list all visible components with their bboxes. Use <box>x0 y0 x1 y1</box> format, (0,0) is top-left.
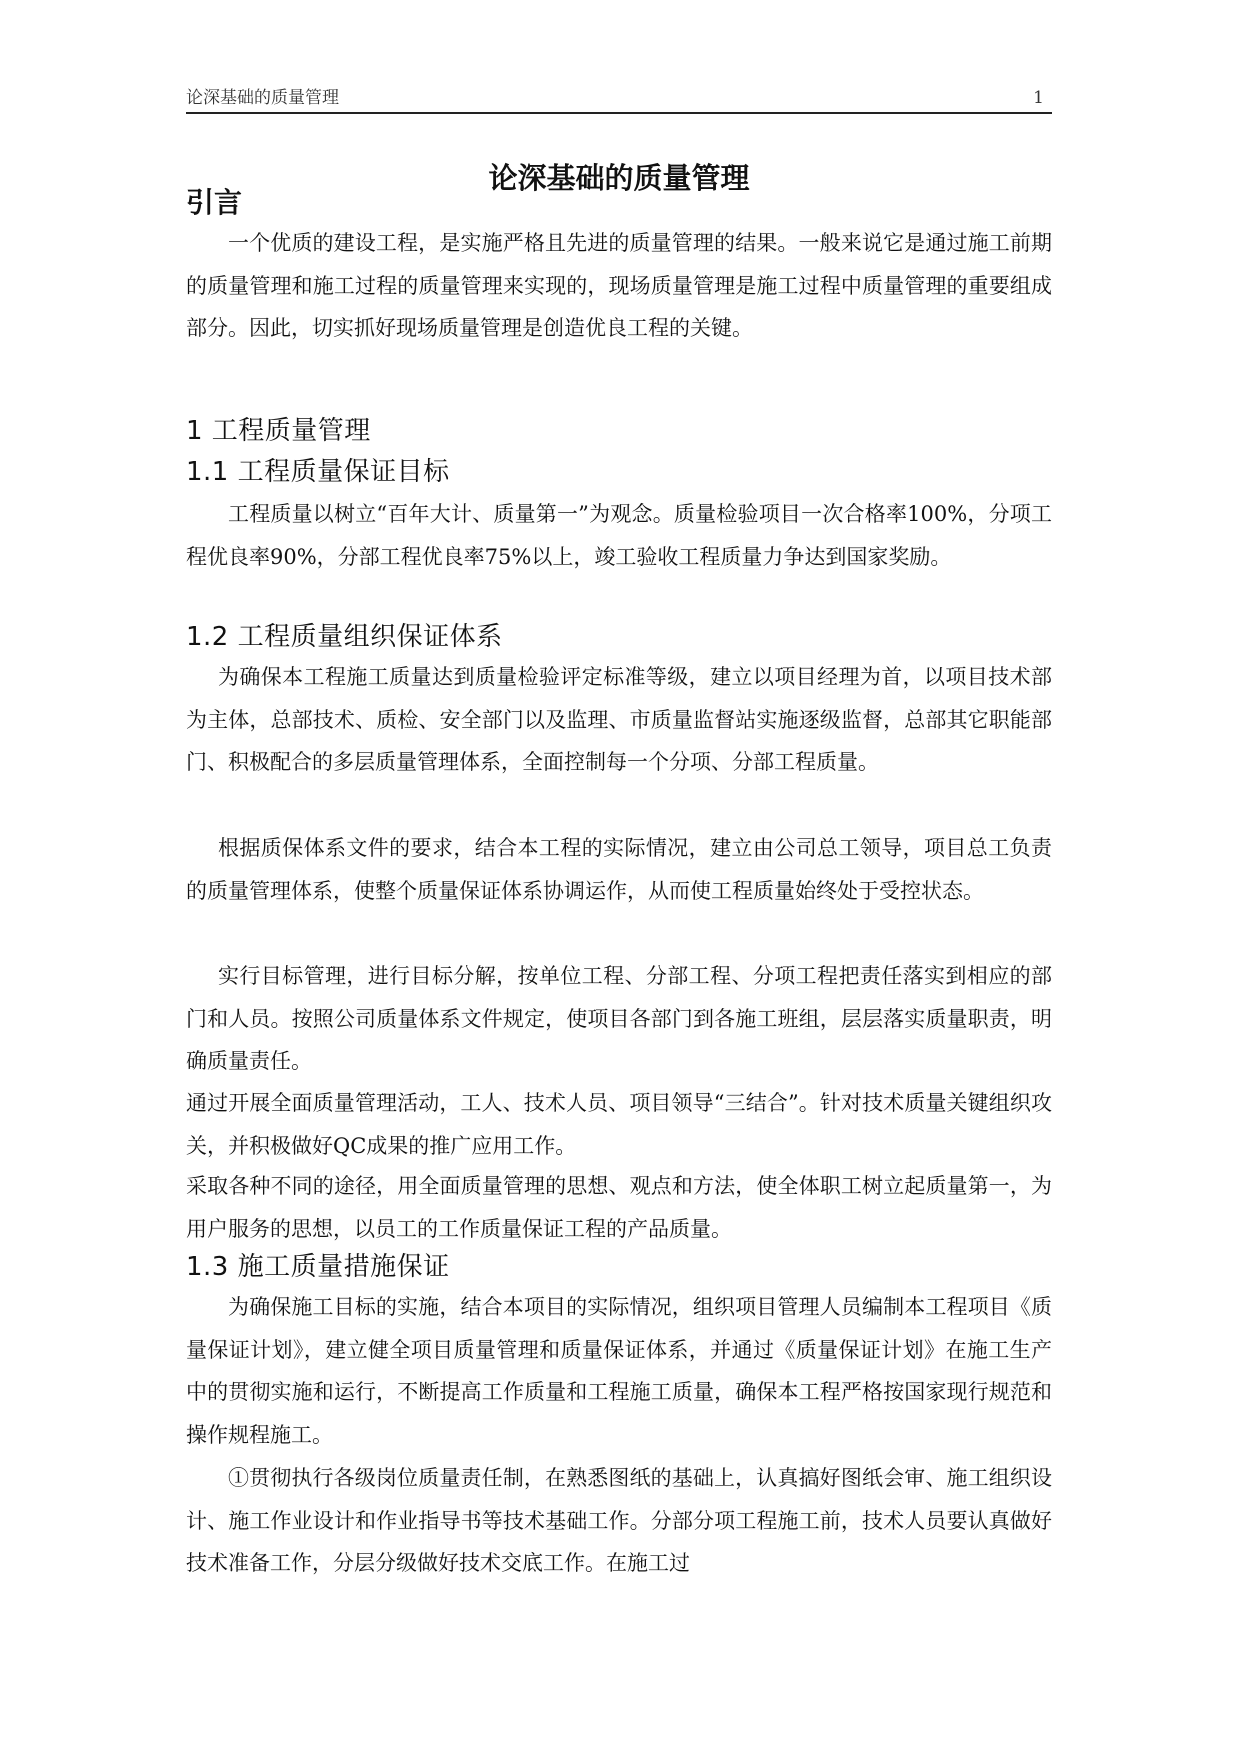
section-1-3-paragraph-2: ①贯彻执行各级岗位质量责任制，在熟悉图纸的基础上，认真搞好图纸会审、施工组织设计、施工作业设计和作业指导书等技术基础工作。分部分项工程施工前，技术人员要认真做好技术准备工作，分层分级做好技术交底工作。在施工过 <box>186 1466 1052 1575</box>
section-1-1-heading: 1.1 工程质量保证目标 <box>186 457 450 487</box>
document-title: 论深基础的质量管理 <box>488 161 750 195</box>
running-header <box>186 88 1052 114</box>
intro-paragraph: 一个优质的建设工程，是实施严格且先进的质量管理的结果。一般来说它是通过施工前期的质量管理和施工过程的质量管理来实现的，现场质量管理是施工过程中质量管理的重要组成部分。因此，切实抓好现场质量管理是创造优良工程的关键。 <box>186 231 1052 340</box>
section-1-heading: 1 工程质量管理 <box>186 416 371 446</box>
section-1-3-paragraph-1: 为确保施工目标的实施，结合本项目的实际情况，组织项目管理人员编制本工程项目《质量保证计划》，建立健全项目质量管理和质量保证体系，并通过《质量保证计划》在施工生产中的贯彻实施和运行，不断提高工作质量和工程施工质量，确保本工程严格按国家现行规范和操作规程施工。 <box>186 1295 1052 1447</box>
section-1-3-heading: 1.3 施工质量措施保证 <box>186 1252 450 1282</box>
section-1-2-paragraph-1: 为确保本工程施工质量达到质量检验评定标准等级，建立以项目经理为首，以项目技术部为主体，总部技术、质检、安全部门以及监理、市质量监督站实施逐级监督，总部其它职能部门、积极配合的多层质量管理体系，全面控制每一个分项、分部工程质量。 <box>186 665 1052 774</box>
section-1-2-heading: 1.2 工程质量组织保证体系 <box>186 622 503 652</box>
section-1-2-paragraph-5: 采取各种不同的途径，用全面质量管理的思想、观点和方法，使全体职工树立起质量第一，为用户服务的思想，以员工的工作质量保证工程的产品质量。 <box>186 1174 1052 1241</box>
page-number: 1 <box>1033 88 1044 108</box>
section-1-1-paragraph: 工程质量以树立“百年大计、质量第一”为观念。质量检验项目一次合格率100%，分项工程优良率90%，分部工程优良率75%以上，竣工验收工程质量力争达到国家奖励。 <box>186 502 1052 569</box>
running-header-title: 论深基础的质量管理 <box>186 88 339 108</box>
section-1-2-paragraph-4: 通过开展全面质量管理活动，工人、技术人员、项目领导“三结合”。针对技术质量关键组织攻关，并积极做好QC成果的推广应用工作。 <box>186 1091 1052 1158</box>
section-1-2-paragraph-3: 实行目标管理，进行目标分解，按单位工程、分部工程、分项工程把责任落实到相应的部门和人员。按照公司质量体系文件规定，使项目各部门到各施工班组，层层落实质量职责，明确质量责任。 <box>186 964 1052 1073</box>
section-1-2-paragraph-2: 根据质保体系文件的要求，结合本工程的实际情况，建立由公司总工领导，项目总工负责的质量管理体系，使整个质量保证体系协调运作，从而使工程质量始终处于受控状态。 <box>186 836 1052 903</box>
intro-heading: 引言 <box>186 186 243 219</box>
